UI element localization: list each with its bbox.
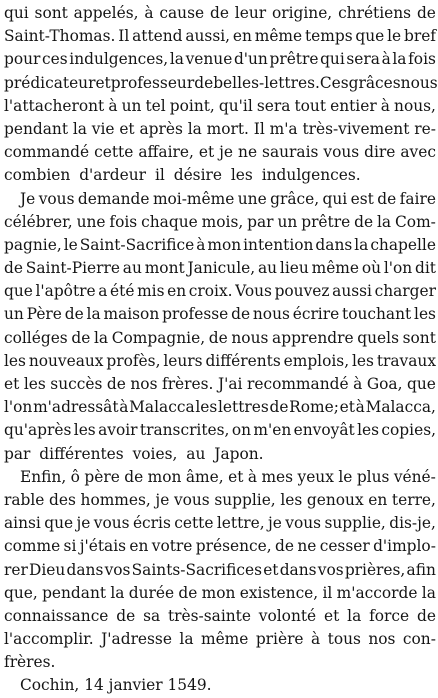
letter-signoff: Cochin, 14 janvier 1549. xyxy=(20,676,212,695)
text-line: qui sont appelés, à cause de leur origine, chrétiens de xyxy=(4,4,436,22)
text-line: et les succès de nos frères. J'ai recommandé à Goa, que xyxy=(4,375,436,393)
letter-body xyxy=(4,2,436,674)
text-line: commandé cette affaire, et je ne saurais vous dire avec xyxy=(4,143,436,162)
text-line: rable des hommes, je vous supplie, les genoux en terre, xyxy=(4,490,436,509)
text-line: combien d'ardeur il désire les indulgences. xyxy=(4,166,361,185)
text-line: pour ces indulgences, la venue d'un prêtre qui sera à la fois xyxy=(4,50,436,69)
text-line: l'accomplir. J'adresse la même prière à tous nos con- xyxy=(4,630,436,649)
text-line: un Père de la maison professe de nous écrire touchant les xyxy=(4,305,436,324)
text-line: colléges de la Compagnie, de nous apprendre quels sont xyxy=(4,328,436,347)
paragraph xyxy=(4,2,436,188)
paragraph xyxy=(4,466,436,675)
text-line: connaissance de sa très-sainte volonté et la force de xyxy=(4,606,436,625)
text-line: frères. xyxy=(4,653,56,672)
text-line: ainsi que je vous écris cette lettre, je vous supplie, dis-je, xyxy=(4,514,436,533)
text-line: rer Dieu dans vos Saints-Sacrifices et dans vos prières, afin xyxy=(4,560,436,579)
text-line: de Saint-Pierre au mont Janicule, au lieu même où l'on dit xyxy=(4,259,436,278)
text-line: par différentes voies, au Japon. xyxy=(4,444,264,463)
text-line: pagnie, le Saint-Sacrifice à mon intention dans la chapelle xyxy=(4,235,436,254)
text-line: les nouveaux profès, leurs différents emplois, les travaux xyxy=(4,351,436,370)
paragraph xyxy=(4,188,436,466)
text-line: que l'apôtre a été mis en croix. Vous pouvez aussi charger xyxy=(4,282,436,301)
text-line: l'attacheront à un tel point, qu'il sera tout entier à nous, xyxy=(4,96,436,115)
text-line: Enfin, ô père de mon âme, et à mes yeux le plus véné- xyxy=(20,467,436,486)
text-line: comme si j'étais en votre présence, de ne cesser d'implo- xyxy=(4,537,436,556)
text-line: Je vous demande moi-même une grâce, qui est de faire xyxy=(20,189,436,208)
text-line: qu'après les avoir transcrites, on m'en envoyât les copies, xyxy=(4,421,436,440)
text-line: l'on m'adressât à Malacca les lettres de Rome; et à Malacca, xyxy=(4,398,436,417)
text-line: pendant la vie et après la mort. Il m'a très-vivement re- xyxy=(4,119,436,138)
text-line: que, pendant la durée de mon existence, il m'accorde la xyxy=(4,583,436,602)
text-line: prédicateur et professeur de belles-lettres. Ces grâces nous xyxy=(4,73,438,92)
letter-page xyxy=(4,2,438,695)
text-line: célébrer, une fois chaque mois, par un prêtre de la Com- xyxy=(4,212,436,231)
text-line: Saint-Thomas. Il attend aussi, en même temps que le bref xyxy=(4,27,436,46)
